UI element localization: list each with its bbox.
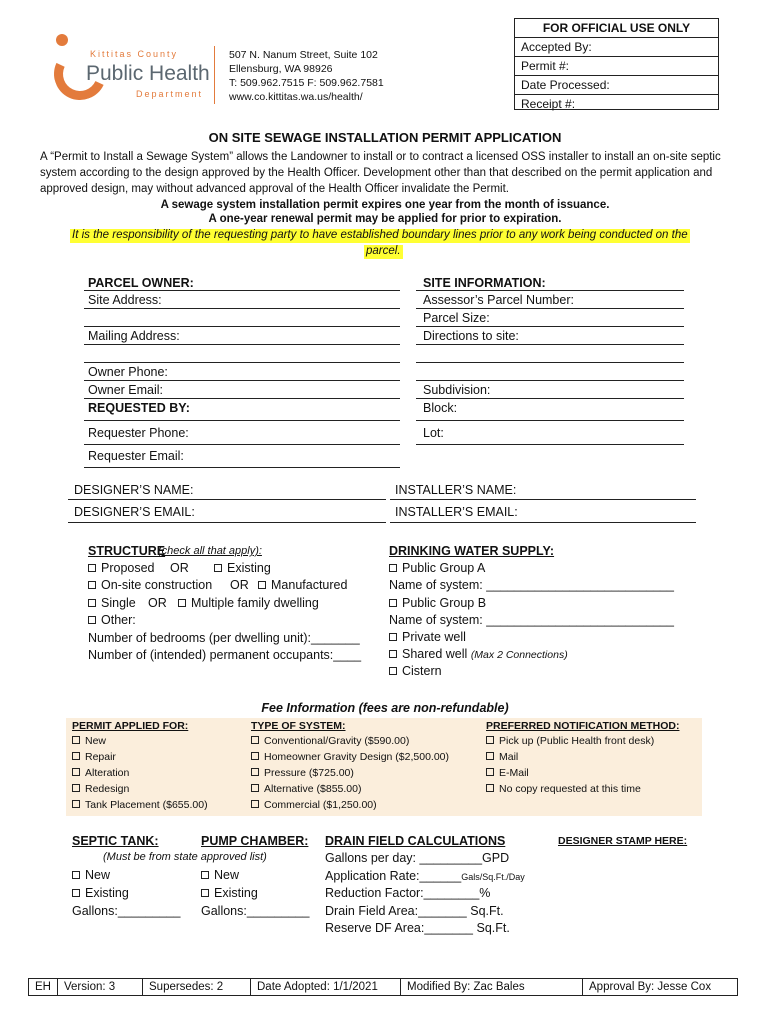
single-checkbox[interactable] <box>88 599 96 607</box>
pump-new-label: New <box>214 868 240 882</box>
permit-new-checkbox[interactable] <box>72 736 80 744</box>
existing-checkbox[interactable] <box>214 564 222 572</box>
page-title: ON SITE SEWAGE INSTALLATION PERMIT APPLICATION <box>208 130 562 145</box>
logo <box>48 32 208 106</box>
notify-mail-checkbox[interactable] <box>486 752 494 760</box>
permit-alteration-option[interactable] <box>72 768 129 779</box>
permit-alteration-checkbox[interactable] <box>72 768 80 776</box>
cistern-option[interactable] <box>389 665 442 678</box>
system-pressure-label: Pressure ($725.00) <box>264 767 354 779</box>
structure-note: (check all that apply): <box>158 545 262 557</box>
permit-redesign-label: Redesign <box>85 783 130 795</box>
notify-mail-label: Mail <box>499 751 519 763</box>
other-checkbox[interactable] <box>88 616 96 624</box>
permit-tank-checkbox[interactable] <box>72 800 80 808</box>
septic-gallons-field[interactable]: Gallons:_________ <box>72 904 181 918</box>
structure-heading: STRUCTURE <box>88 544 166 558</box>
proposed-label: Proposed <box>101 561 155 575</box>
website[interactable]: www.co.kittitas.wa.us/health/ <box>229 91 363 103</box>
logo-dot-icon <box>56 34 68 46</box>
lot-field[interactable]: Lot: <box>423 426 444 440</box>
installer-email-field[interactable]: INSTALLER’S EMAIL: <box>395 505 518 519</box>
manufactured-option[interactable] <box>258 579 347 592</box>
pump-existing-checkbox[interactable] <box>201 889 209 897</box>
pump-existing-option[interactable] <box>201 887 258 900</box>
septic-new-option[interactable] <box>72 869 110 882</box>
system-pressure-option[interactable] <box>251 768 354 779</box>
gallons-per-day-field[interactable]: Gallons per day: _________GPD <box>325 851 510 865</box>
septic-new-checkbox[interactable] <box>72 871 80 879</box>
parcel-owner-heading: PARCEL OWNER: <box>88 276 194 290</box>
existing-label: Existing <box>227 561 271 575</box>
permit-applied-heading: PERMIT APPLIED FOR: <box>72 720 189 732</box>
notify-email-checkbox[interactable] <box>486 768 494 776</box>
reserve-area-field[interactable]: Reserve DF Area:_______ Sq.Ft. <box>325 921 510 935</box>
cistern-label: Cistern <box>402 664 442 678</box>
single-label: Single <box>101 596 136 610</box>
septic-existing-checkbox[interactable] <box>72 889 80 897</box>
mailing-address-field[interactable]: Mailing Address: <box>88 329 180 343</box>
notification-heading: PREFERRED NOTIFICATION METHOD: <box>486 720 680 732</box>
shared-well-option[interactable] <box>389 648 568 661</box>
designer-stamp-label: DESIGNER STAMP HERE: <box>558 835 688 847</box>
parcel-number-field[interactable]: Assessor’s Parcel Number: <box>423 293 574 307</box>
fee-title: Fee Information (fees are non-refundable) <box>261 701 509 715</box>
address-line2: Ellensburg, WA 98926 <box>229 63 333 75</box>
permit-alteration-label: Alteration <box>85 767 130 779</box>
notify-pickup-option[interactable] <box>486 736 654 747</box>
group-b-label: Public Group B <box>402 596 487 610</box>
phone-line: T: 509.962.7515 F: 509.962.7581 <box>229 77 384 89</box>
permit-tank-option[interactable] <box>72 800 208 811</box>
shared-well-checkbox[interactable] <box>389 650 397 658</box>
single-option[interactable] <box>88 597 136 610</box>
or-label: OR <box>148 596 167 610</box>
site-address-field[interactable]: Site Address: <box>88 293 162 307</box>
tank-note: (Must be from state approved list) <box>103 851 267 863</box>
or-label: OR <box>230 578 249 592</box>
onsite-checkbox[interactable] <box>88 581 96 589</box>
shared-well-label: Shared well <box>402 647 468 661</box>
system-homeowner-label: Homeowner Gravity Design ($2,500.00) <box>264 751 450 763</box>
renewal-notice: A one-year renewal permit may be applied for prior to expiration. <box>208 213 562 225</box>
subdivision-field[interactable]: Subdivision: <box>423 383 491 397</box>
intro-line2: system according to the design approved by the Health Officer. Development other than that described on the permit application and <box>40 167 713 179</box>
application-rate-label: Application Rate:______ <box>325 869 462 883</box>
footer-date-adopted: Date Adopted: 1/1/2021 <box>250 978 401 996</box>
installer-name-field[interactable]: INSTALLER’S NAME: <box>395 483 517 497</box>
accepted-by-field: Accepted By: <box>515 38 718 57</box>
multiple-checkbox[interactable] <box>178 599 186 607</box>
onsite-label: On-site construction <box>101 578 213 592</box>
system-type-heading: TYPE OF SYSTEM: <box>251 720 346 732</box>
address-line1: 507 N. Nanum Street, Suite 102 <box>229 49 378 61</box>
permit-new-option[interactable] <box>72 736 106 747</box>
date-processed-field: Date Processed: <box>515 76 718 95</box>
permit-redesign-option[interactable] <box>72 784 129 795</box>
multiple-label: Multiple family dwelling <box>191 596 319 610</box>
pump-new-option[interactable] <box>201 869 239 882</box>
system-conventional-checkbox[interactable] <box>251 736 259 744</box>
block-field[interactable]: Block: <box>423 401 458 415</box>
pump-chamber-heading: PUMP CHAMBER: <box>201 834 309 848</box>
septic-existing-label: Existing <box>85 886 129 900</box>
shared-well-note: (Max 2 Connections) <box>470 649 568 661</box>
other-option[interactable] <box>88 614 136 627</box>
pump-new-checkbox[interactable] <box>201 871 209 879</box>
intro-line3: approved design, may without advanced approval of the Health Officer invalidate the Permit. <box>40 183 510 195</box>
permit-tank-label: Tank Placement ($655.00) <box>85 799 208 811</box>
system-name-b-field[interactable]: Name of system: ___________________________ <box>389 613 674 627</box>
requester-email-field[interactable]: Requester Email: <box>88 449 184 463</box>
permit-redesign-checkbox[interactable] <box>72 784 80 792</box>
group-b-option[interactable] <box>389 597 486 610</box>
boundary-warning-line1: It is the responsibility of the requesting party to have established boundary lines prior to any work being conducted on the <box>72 229 688 241</box>
receipt-number-field: Receipt #: <box>521 97 576 111</box>
application-rate-unit: Gals/Sq.Ft./Day <box>461 872 525 882</box>
official-use-box <box>514 18 719 110</box>
onsite-option[interactable] <box>88 579 212 592</box>
septic-new-label: New <box>85 868 111 882</box>
cistern-checkbox[interactable] <box>389 667 397 675</box>
system-pressure-checkbox[interactable] <box>251 768 259 776</box>
water-supply-heading: DRINKING WATER SUPPLY: <box>389 544 555 558</box>
footer-approval-by: Approval By: Jesse Cox <box>582 978 738 996</box>
septic-existing-option[interactable] <box>72 887 129 900</box>
drain-field-area-field[interactable]: Drain Field Area:_______ Sq.Ft. <box>325 904 504 918</box>
system-alternative-label: Alternative ($855.00) <box>264 783 362 795</box>
septic-tank-heading: SEPTIC TANK: <box>72 834 159 848</box>
boundary-warning-line2: parcel. <box>366 245 401 257</box>
notify-email-option[interactable] <box>486 768 529 779</box>
notify-email-label: E-Mail <box>499 767 529 779</box>
permit-repair-option[interactable] <box>72 752 116 763</box>
group-b-checkbox[interactable] <box>389 599 397 607</box>
multiple-option[interactable] <box>178 597 319 610</box>
private-well-checkbox[interactable] <box>389 633 397 641</box>
system-commercial-option[interactable] <box>251 800 377 811</box>
requester-phone-field[interactable]: Requester Phone: <box>88 426 189 440</box>
proposed-checkbox[interactable] <box>88 564 96 572</box>
other-label: Other: <box>101 613 136 627</box>
notify-pickup-checkbox[interactable] <box>486 736 494 744</box>
header-divider <box>214 46 215 104</box>
system-commercial-checkbox[interactable] <box>251 800 259 808</box>
private-well-label: Private well <box>402 630 466 644</box>
pump-gallons-field[interactable]: Gallons:_________ <box>201 904 310 918</box>
footer-version: Version: 3 <box>57 978 143 996</box>
designer-name-field[interactable]: DESIGNER’S NAME: <box>74 483 194 497</box>
system-conventional-option[interactable] <box>251 736 409 747</box>
owner-email-field[interactable]: Owner Email: <box>88 383 164 397</box>
pump-existing-label: Existing <box>214 886 258 900</box>
directions-field[interactable]: Directions to site: <box>423 329 519 343</box>
logo-dept: Department <box>136 89 204 99</box>
reduction-factor-field[interactable]: Reduction Factor:________% <box>325 886 491 900</box>
proposed-option[interactable] <box>88 562 155 575</box>
footer-modified-by: Modified By: Zac Bales <box>400 978 583 996</box>
logo-name: Public Health <box>86 62 210 85</box>
manufactured-label: Manufactured <box>271 578 348 592</box>
notify-none-label: No copy requested at this time <box>499 783 641 795</box>
private-well-option[interactable] <box>389 631 466 644</box>
application-rate-field[interactable] <box>325 870 525 883</box>
notify-mail-option[interactable] <box>486 752 518 763</box>
group-a-option[interactable] <box>389 562 485 575</box>
logo-county: Kittitas County <box>90 49 179 59</box>
drain-field-heading: DRAIN FIELD CALCULATIONS <box>325 834 506 848</box>
manufactured-checkbox[interactable] <box>258 581 266 589</box>
permit-new-label: New <box>85 735 107 747</box>
notify-none-checkbox[interactable] <box>486 784 494 792</box>
permit-repair-checkbox[interactable] <box>72 752 80 760</box>
footer-eh: EH <box>28 978 58 996</box>
permit-number-field: Permit #: <box>515 57 718 76</box>
system-name-a-field[interactable]: Name of system: ___________________________ <box>389 578 674 592</box>
group-a-label: Public Group A <box>402 561 486 575</box>
official-use-title: FOR OFFICIAL USE ONLY <box>515 19 718 38</box>
intro-line1: A “Permit to Install a Sewage System” allows the Landowner to install or to contract a licensed OSS installer to install an on-site septic <box>40 151 721 163</box>
expiry-notice: A sewage system installation permit expires one year from the month of issuance. <box>160 199 610 211</box>
system-homeowner-option[interactable] <box>251 752 449 763</box>
notify-pickup-label: Pick up (Public Health front desk) <box>499 735 655 747</box>
occupants-field[interactable]: Number of (intended) permanent occupants:____ <box>88 648 362 662</box>
or-label: OR <box>170 561 189 575</box>
owner-phone-field[interactable]: Owner Phone: <box>88 365 168 379</box>
system-conventional-label: Conventional/Gravity ($590.00) <box>264 735 410 747</box>
system-commercial-label: Commercial ($1,250.00) <box>264 799 377 811</box>
permit-repair-label: Repair <box>85 751 116 763</box>
requested-by-heading: REQUESTED BY: <box>88 401 190 415</box>
system-homeowner-checkbox[interactable] <box>251 752 259 760</box>
system-alternative-option[interactable] <box>251 784 361 795</box>
parcel-size-field[interactable]: Parcel Size: <box>423 311 490 325</box>
notify-none-option[interactable] <box>486 784 641 795</box>
site-info-heading: SITE INFORMATION: <box>423 276 546 290</box>
group-a-checkbox[interactable] <box>389 564 397 572</box>
footer-supersedes: Supersedes: 2 <box>142 978 251 996</box>
designer-email-field[interactable]: DESIGNER’S EMAIL: <box>74 505 195 519</box>
bedrooms-field[interactable]: Number of bedrooms (per dwelling unit):_______ <box>88 631 360 645</box>
system-alternative-checkbox[interactable] <box>251 784 259 792</box>
existing-option[interactable] <box>214 562 271 575</box>
